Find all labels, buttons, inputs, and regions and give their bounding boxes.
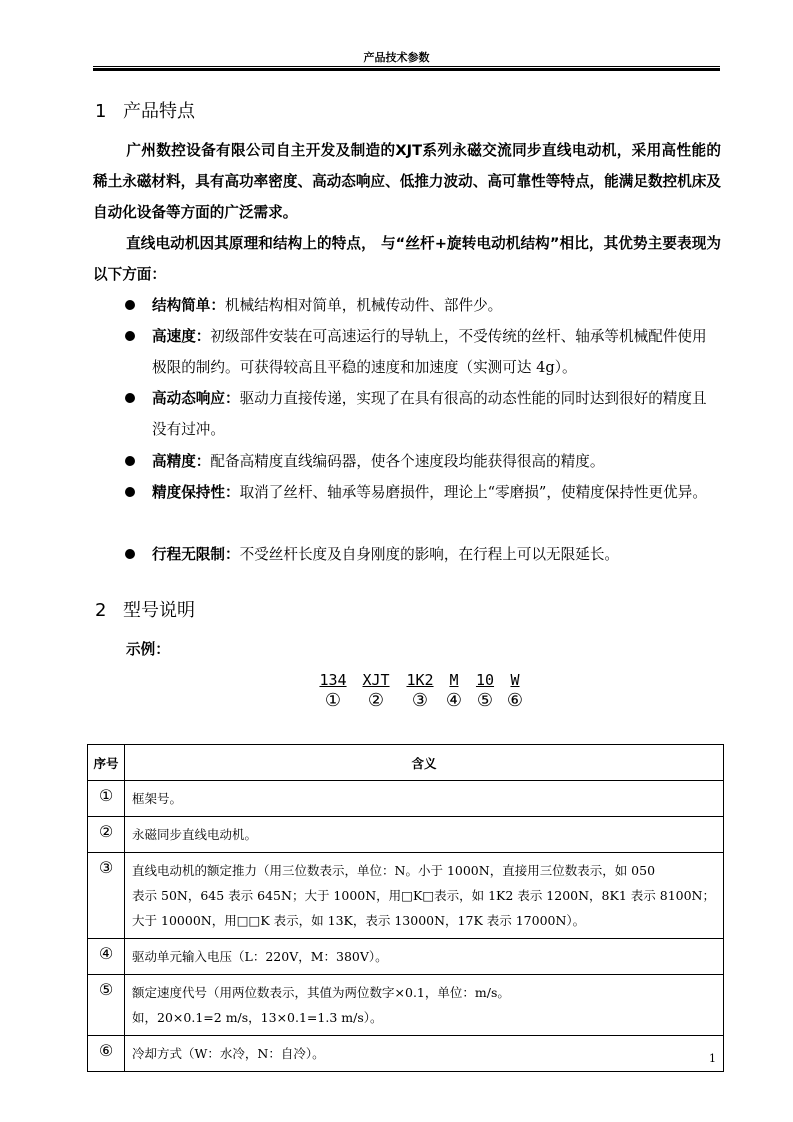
model-code-part: XJT <box>362 671 390 689</box>
table-row-meaning <box>125 975 724 1036</box>
example-label: 示例： <box>126 641 170 658</box>
bullet-icon <box>125 487 135 497</box>
intro-text: 广州数控设备有限公司自主开发及制造的XJT系列永磁交流同步直线电动机，采用高性能的稀土永磁材料，具有高功率密度、高动态响应、低推力波动、高可靠性等特点，能满足数控机床及自动化设备等方面的广泛需求。 <box>93 142 721 221</box>
table-row-line: 永磁同步直线电动机。 <box>132 827 258 842</box>
section-1-number: 1 <box>95 101 107 122</box>
feature-bullet <box>125 290 721 321</box>
model-code-marker: ② <box>367 690 385 711</box>
feature-bullet <box>125 477 721 508</box>
feature-desc: 配备高精度直线编码器，使各个速度段均能获得很高的精度。 <box>210 453 605 470</box>
model-code-marker: ③ <box>411 690 429 711</box>
table-row-line: 冷却方式（W：水冷，N：自冷）。 <box>132 1046 325 1061</box>
model-code-part: 134 <box>319 671 347 689</box>
section-1-heading <box>95 97 195 123</box>
table-row-index: ② <box>88 817 125 853</box>
header-title: 产品技术参数 <box>363 51 430 64</box>
model-code-part: 1K2 <box>406 671 434 689</box>
header-rule <box>93 66 720 67</box>
table-row-line: 如，20×0.1=2 m/s，13×0.1=1.3 m/s）。 <box>132 1010 383 1025</box>
table-row <box>88 853 724 939</box>
table-row <box>88 975 724 1036</box>
table-row-line: 驱动单元输入电压（L：220V，M：380V）。 <box>132 949 388 964</box>
table-row-meaning <box>125 817 724 853</box>
feature-bullet <box>125 446 721 477</box>
feature-desc: 机械结构相对简单，机械传动件、部件少。 <box>224 297 503 314</box>
model-code-part: 10 <box>475 671 495 689</box>
section-2-heading <box>95 596 195 622</box>
bullet-icon <box>125 331 135 341</box>
feature-desc: 驱动力直接传递，实现了在具有很高的动态性能的同时达到很好的精度且没有过冲。 <box>152 390 707 438</box>
table-row-index: ④ <box>88 939 125 975</box>
advantages-paragraph <box>93 228 721 290</box>
advantages-text: 直线电动机因其原理和结构上的特点， 与“丝杆+旋转电动机结构”相比，其优势主要表现为以下方面： <box>93 235 721 283</box>
table-row-line: 表示 50N，645 表示 645N；大于 1000N，用□K□表示，如 1K2 表示 1200N，8K1 表示 8100N； <box>132 888 715 903</box>
page-number: 1 <box>709 1052 716 1065</box>
section-1-title: 产品特点 <box>123 101 195 122</box>
feature-term: 行程无限制： <box>152 546 240 563</box>
model-code-marker: ⑤ <box>476 690 494 711</box>
bullet-icon <box>125 549 135 559</box>
table-header-row <box>88 745 724 781</box>
table-row-index: ⑥ <box>88 1036 125 1072</box>
table-row-line: 额定速度代号（用两位数表示，其值为两位数字×0.1，单位：m/s。 <box>132 985 510 1000</box>
intro-paragraph <box>93 135 721 228</box>
feature-term: 精度保持性： <box>152 484 240 501</box>
section-2-number: 2 <box>95 600 107 621</box>
table-header-meaning: 含义 <box>125 745 724 781</box>
feature-desc: 初级部件安装在可高速运行的导轨上，不受传统的丝杆、轴承等机械配件使用极限的制约。可获得较高且平稳的速度和加速度（实测可达 4g）。 <box>152 328 707 376</box>
table-row <box>88 1036 724 1072</box>
model-code-part: W <box>510 671 520 689</box>
table-row-index: ⑤ <box>88 975 125 1036</box>
model-spec-table <box>87 744 724 1072</box>
feature-bullet <box>125 539 721 570</box>
feature-term: 结构简单： <box>152 297 225 314</box>
table-row-meaning <box>125 853 724 939</box>
table-row-index: ③ <box>88 853 125 939</box>
bullet-icon <box>125 393 135 403</box>
feature-bullet <box>125 321 721 383</box>
table-row-line: 大于 10000N，用□□K 表示，如 13K，表示 13000N，17K 表示 17000N）。 <box>132 913 586 928</box>
feature-bullet <box>125 383 721 445</box>
feature-desc: 不受丝杆长度及自身刚度的影响，在行程上可以无限延长。 <box>239 546 620 563</box>
bullet-icon <box>125 456 135 466</box>
table-row-meaning <box>125 1036 724 1072</box>
bullet-icon <box>125 300 135 310</box>
feature-desc: 取消了丝杆、轴承等易磨损件，理论上“零磨损”，使精度保持性更优异。 <box>239 484 707 501</box>
feature-term: 高动态响应： <box>152 390 240 407</box>
model-code-marker: ④ <box>445 690 463 711</box>
feature-term: 高速度： <box>152 328 211 345</box>
model-code-marker: ① <box>324 690 342 711</box>
table-row-line: 框架号。 <box>132 791 183 806</box>
table-row-meaning <box>125 939 724 975</box>
table-row <box>88 781 724 817</box>
table-row <box>88 817 724 853</box>
table-row <box>88 939 724 975</box>
table-row-meaning <box>125 781 724 817</box>
feature-term: 高精度： <box>152 453 211 470</box>
table-header-index: 序号 <box>88 745 125 781</box>
model-code-marker: ⑥ <box>506 690 524 711</box>
header-rule-thick <box>93 68 720 71</box>
model-code-part: M <box>449 671 459 689</box>
section-2-title: 型号说明 <box>123 600 195 621</box>
table-row-index: ① <box>88 781 125 817</box>
table-row-line: 直线电动机的额定推力（用三位数表示，单位：N。小于 1000N，直接用三位数表示，如 050 <box>132 863 656 878</box>
